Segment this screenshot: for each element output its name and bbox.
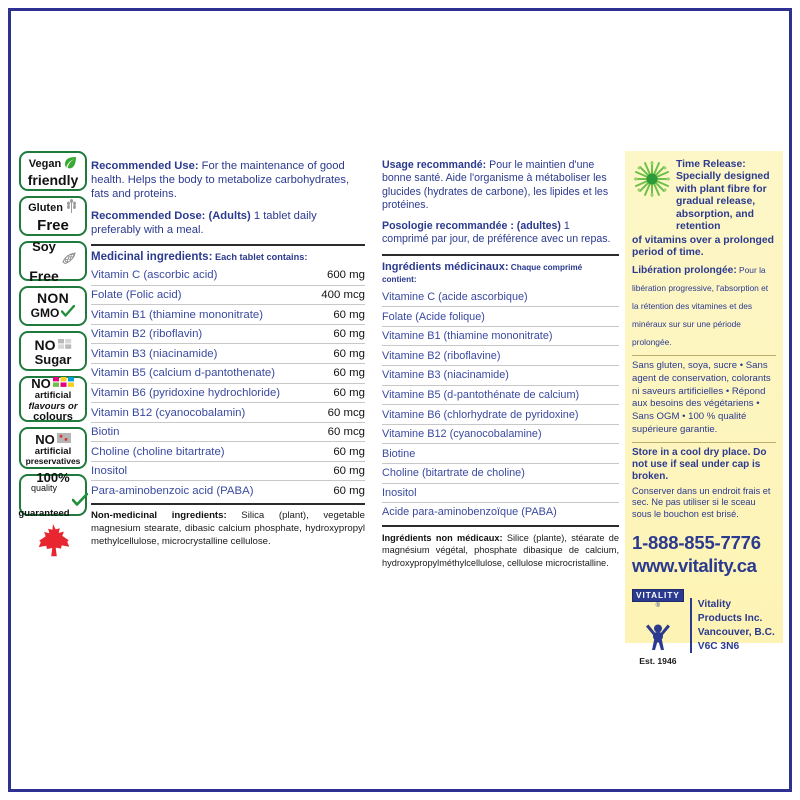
- green-check-icon: [61, 305, 75, 322]
- time-release-block: [632, 159, 776, 234]
- badge-line-1: 100%: [36, 470, 70, 486]
- ingredient-row: [91, 344, 365, 364]
- ingredient-amount: 60 mcg: [327, 426, 365, 439]
- ingredient-amount: 60 mcg: [327, 406, 365, 419]
- ingredient-amount: 60 mg: [333, 367, 365, 380]
- ingredient-name: Vitamin B1 (thiamine mononitrate): [91, 308, 263, 321]
- nonmedicinal-label-fr: Ingrédients non médicaux:: [382, 532, 503, 543]
- ingredient-list-fr: [382, 288, 619, 522]
- supplement-label: [11, 11, 789, 789]
- leaf-icon: [63, 156, 77, 173]
- ingredient-row: [91, 364, 365, 384]
- ingredient-row: [91, 462, 365, 482]
- recommended-use-label-en: Recommended Use:: [91, 160, 199, 172]
- ingredient-panel: [91, 159, 619, 569]
- badge-no-artificial-flavours-colours: [19, 376, 87, 422]
- badge-no-sugar: [19, 331, 87, 371]
- badge-line-2: Sugar: [34, 351, 72, 367]
- badge-line-1: Soy: [32, 238, 56, 254]
- logo-established: Est. 1946: [639, 656, 677, 667]
- certification-badge-column: [19, 151, 87, 567]
- badge-line-2: artificial: [34, 390, 72, 402]
- person-arms-raised-icon: [632, 621, 684, 656]
- recommended-use-fr: [382, 159, 619, 213]
- ingredient-row: [91, 325, 365, 345]
- ingredient-row: [382, 327, 619, 347]
- nonmedicinal-text-fr: Silice (plante), stéarate de magnésium végétal, phosphate dibasique de calcium, hydroxypropylméthylcellulose, cellulose microcristalline.: [382, 532, 619, 568]
- ingredient-row: [382, 425, 619, 445]
- badge-line-4: colours: [33, 410, 73, 423]
- liberation-text: Pour la libération progressive, l'absorption et la rétention des vitamines et des minéraux sur sur une période prolongée.: [632, 264, 769, 347]
- nonmedicinal-text-en: Silica (plant), vegetable magnesium stearate, dibasic calcium phosphate, hydroxypropyl methylcellulose, microcrystalline cellulose.: [91, 510, 365, 547]
- english-column: [91, 159, 373, 569]
- ingredient-name: Para-aminobenzoic acid (PABA): [91, 484, 254, 497]
- ingredient-amount: 60 mg: [333, 308, 365, 321]
- ingredient-list-en: [91, 266, 365, 500]
- ingredient-name: Inositol: [382, 486, 417, 499]
- badge-line-3: preservatives: [25, 455, 81, 466]
- badge-line-2: Free: [37, 217, 69, 234]
- storage-instructions-fr: Conserver dans un endroit frais et sec. Ne pas utiliser si le sceau sous le bouchon est brisé.: [632, 485, 771, 519]
- ingredient-amount: 60 mg: [333, 386, 365, 399]
- ingredient-row: [382, 346, 619, 366]
- ingredient-amount: 60 mg: [333, 347, 365, 360]
- medicinal-heading-label-fr: Ingrédients médicinaux:: [382, 260, 509, 273]
- ingredient-name: Vitamin B2 (riboflavin): [91, 328, 203, 341]
- claims-fr: Sans gluten, soya, sucre • Sans agent de conservation, colorants ni saveurs artificielles • Répond aux besoins des végétariens • Sans OGM • 100 % qualité supérieure garantie.: [632, 359, 771, 436]
- ingredient-row: [91, 286, 365, 306]
- badge-line-2: quality: [30, 483, 57, 494]
- company-address: [690, 598, 776, 653]
- badge-line-1: NO: [31, 375, 51, 391]
- colour-swatches-icon: [53, 375, 75, 391]
- recommended-dose-text-en: 1 tablet daily preferably with a meal.: [91, 209, 317, 236]
- recommended-use-label-fr: Usage recommandé:: [382, 159, 487, 171]
- recommended-use-text-fr: Pour le maintien d'une bonne santé. Aide l'organisme à métaboliser les glucides (hydrates de carbone), les lipides et les protéines.: [382, 159, 609, 212]
- ingredient-name: Vitamine B3 (niacinamide): [382, 369, 509, 382]
- ingredient-name: Folate (Folic acid): [91, 289, 182, 302]
- nonmedicinal-en: [91, 510, 365, 549]
- badge-line-2: artificial: [34, 446, 72, 457]
- ingredient-name: Vitamin B5 (calcium d-pantothenate): [91, 367, 276, 380]
- time-release-label: Time Release: Specially designed with plant fibre for gradual release, absorption, and retention: [676, 159, 770, 233]
- ingredient-amount: 60 mg: [333, 328, 365, 341]
- website-url[interactable]: www.vitality.ca: [632, 555, 757, 577]
- ingredient-row: [91, 305, 365, 325]
- panel-divider: [632, 442, 776, 443]
- ingredient-name: Vitamine B2 (riboflavine): [382, 349, 501, 362]
- recommended-dose-en: [91, 209, 365, 237]
- ingredient-name: Biotin: [91, 426, 120, 439]
- info-panel: [625, 151, 783, 667]
- ingredient-name: Vitamine B1 (thiamine mononitrate): [382, 330, 553, 343]
- ingredient-amount: 600 mg: [327, 269, 365, 282]
- storage-instructions-en: Store in a cool dry place. Do not use if seal under cap is broken.: [632, 446, 767, 483]
- badge-line-1: Vegan: [28, 157, 62, 170]
- medicinal-subheading-en: Each tablet contains:: [212, 252, 308, 263]
- ingredient-name: Vitamine B5 (d-pantothénate de calcium): [382, 389, 580, 401]
- phone-number[interactable]: 1-888-855-7776: [632, 532, 761, 554]
- nonmedicinal-fr: [382, 532, 619, 569]
- ingredient-name: Vitamine B12 (cyanocobalamine): [382, 428, 542, 441]
- recommended-dose-fr: [382, 220, 619, 247]
- logo-wordmark: VITALITY: [632, 589, 684, 602]
- company-block: [632, 585, 776, 666]
- ingredient-row: [382, 444, 619, 464]
- french-column: [373, 159, 619, 569]
- badge-vegan-friendly: [19, 151, 87, 191]
- ingredient-row: [91, 403, 365, 423]
- ingredient-name: Acide para-aminobenzoïque (PABA): [382, 506, 557, 519]
- ingredient-name: Biotine: [382, 447, 416, 460]
- ingredient-name: Vitamine C (acide ascorbique): [382, 291, 528, 304]
- badge-line-1: NON: [36, 289, 69, 306]
- ingredient-name: Vitamin C (ascorbic acid): [91, 269, 218, 282]
- badge-line-3: flavours or: [28, 400, 78, 412]
- ingredient-name: Vitamin B12 (cyanocobalamin): [91, 406, 246, 419]
- ingredient-row: [91, 266, 365, 286]
- green-starburst-icon: [632, 159, 672, 234]
- badge-non-gmo: [19, 286, 87, 326]
- liberation-block: [632, 260, 776, 350]
- badge-soy-free: [19, 238, 87, 284]
- ingredient-row: [91, 442, 365, 462]
- vitality-logo: [632, 585, 684, 666]
- company-postal-code: V6C 3N6: [697, 640, 740, 652]
- badge-quality-guaranteed: [18, 470, 87, 520]
- recommended-dose-text-fr: 1 comprimé par jour, de préférence avec un repas.: [382, 219, 611, 246]
- ingredient-row: [382, 386, 619, 406]
- medicinal-heading-label-en: Medicinal ingredients:: [91, 251, 213, 264]
- badge-line-2: GMO: [30, 306, 60, 320]
- ingredient-name: Folate (Acide folique): [382, 310, 485, 323]
- ingredient-row: [91, 384, 365, 404]
- ingredient-row: [382, 484, 619, 504]
- recommended-dose-label-fr: Posologie recommandée : (adultes): [382, 219, 561, 232]
- ingredient-name: Vitamin B3 (niacinamide): [91, 347, 218, 360]
- recommended-dose-label-en: Recommended Dose: (Adults): [91, 209, 251, 222]
- ingredient-row: [91, 423, 365, 443]
- badge-line-1: Gluten: [28, 202, 63, 214]
- maple-leaf-icon: [19, 522, 87, 567]
- ingredient-name: Choline (bitartrate de choline): [382, 467, 525, 480]
- badge-line-1: NO: [35, 431, 55, 447]
- wheat-crossed-icon: [65, 199, 78, 218]
- badge-line-2: Free: [29, 267, 59, 284]
- liberation-label: Libération prolongée:: [632, 264, 737, 276]
- badge-line-2: friendly: [27, 171, 79, 188]
- ingredient-name: Vitamine B6 (chlorhydrate de pyridoxine): [382, 408, 579, 421]
- preservative-icon: [57, 431, 71, 447]
- badge-gluten-free: [19, 196, 87, 236]
- soybean-pod-icon: [61, 252, 77, 270]
- section-divider: [382, 254, 619, 256]
- recommended-use-text-en: For the maintenance of good health. Helps the body to metabolize carbohydrates, fats and proteins.: [91, 160, 350, 201]
- time-release-continued: of vitamins over a prolonged period of time.: [632, 234, 775, 259]
- company-name: Vitality Products Inc.: [697, 599, 763, 625]
- medicinal-heading-en: [91, 251, 365, 263]
- registered-trademark-icon: ®: [655, 603, 661, 610]
- sugar-cubes-icon: [58, 337, 72, 353]
- ingredient-amount: 60 mg: [333, 465, 365, 478]
- ingredient-amount: 60 mg: [333, 484, 365, 497]
- ingredient-name: Vitamin B6 (pyridoxine hydrochloride): [91, 386, 281, 399]
- ingredient-amount: 400 mcg: [321, 289, 365, 302]
- company-city: Vancouver, B.C.: [697, 626, 775, 638]
- ingredient-name: Choline (choline bitartrate): [91, 445, 225, 458]
- ingredient-row: [382, 288, 619, 308]
- badge-no-artificial-preservatives: [19, 427, 87, 469]
- label-frame: [8, 8, 792, 792]
- section-divider: [382, 525, 619, 527]
- ingredient-row: [91, 481, 365, 500]
- badge-line-3: guaranteed: [18, 508, 70, 520]
- ingredient-row: [382, 366, 619, 386]
- ingredient-row: [382, 405, 619, 425]
- medicinal-subheading-fr: Chaque comprimé contient:: [382, 262, 583, 284]
- section-divider: [91, 244, 365, 246]
- badge-line-1: NO: [34, 336, 56, 353]
- ingredient-row: [382, 307, 619, 327]
- ingredient-name: Inositol: [91, 465, 128, 478]
- green-check-icon: [72, 493, 88, 511]
- ingredient-row: [382, 503, 619, 522]
- nonmedicinal-label-en: Non-medicinal ingredients:: [91, 510, 227, 522]
- ingredient-row: [382, 464, 619, 484]
- recommended-use-en: [91, 159, 365, 202]
- medicinal-heading-fr: [382, 261, 619, 285]
- ingredient-amount: 60 mg: [333, 445, 365, 458]
- panel-divider: [632, 355, 776, 356]
- section-divider: [91, 503, 365, 505]
